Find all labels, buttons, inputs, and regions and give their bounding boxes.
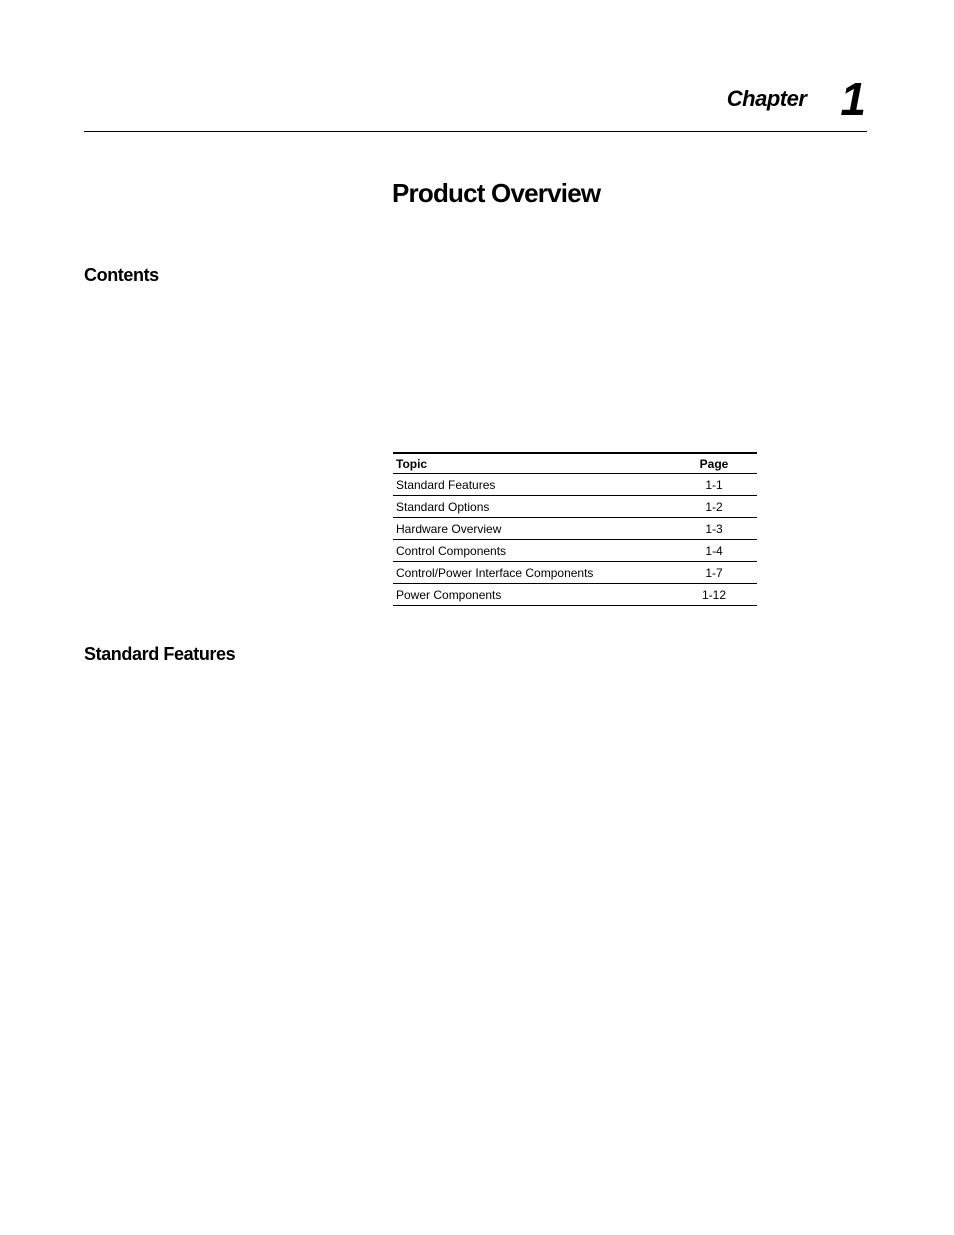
topic-cell: Control/Power Interface Components: [396, 565, 594, 580]
page-title: Product Overview: [392, 178, 601, 208]
contents-heading: Contents: [84, 265, 159, 285]
table-row: [393, 474, 757, 496]
page-cell: 1-3: [705, 521, 723, 536]
table-row: [393, 540, 757, 562]
page-cell: 1-4: [705, 543, 723, 558]
table-header-row: [393, 453, 757, 474]
chapter-header: [726, 73, 866, 125]
topic-cell: Standard Features: [396, 477, 496, 492]
page-cell: 1-1: [705, 477, 723, 492]
standard-features-heading: Standard Features: [84, 644, 236, 664]
column-header-topic: Topic: [396, 456, 428, 471]
topic-cell: Standard Options: [396, 499, 490, 514]
topic-cell: Power Components: [396, 587, 502, 602]
table-row: [393, 496, 757, 518]
topic-cell: Hardware Overview: [396, 521, 502, 536]
page-cell: 1-12: [701, 587, 727, 602]
table-row: [393, 562, 757, 584]
chapter-number: 1: [840, 73, 866, 125]
contents-table: [393, 452, 757, 606]
table-row: [393, 518, 757, 540]
table-row: [393, 584, 757, 606]
column-header-page: Page: [699, 456, 729, 471]
chapter-label: Chapter: [726, 86, 807, 111]
page-cell: 1-2: [705, 499, 723, 514]
header-rule: [84, 131, 867, 132]
topic-cell: Control Components: [396, 543, 507, 558]
page-cell: 1-7: [705, 565, 723, 580]
